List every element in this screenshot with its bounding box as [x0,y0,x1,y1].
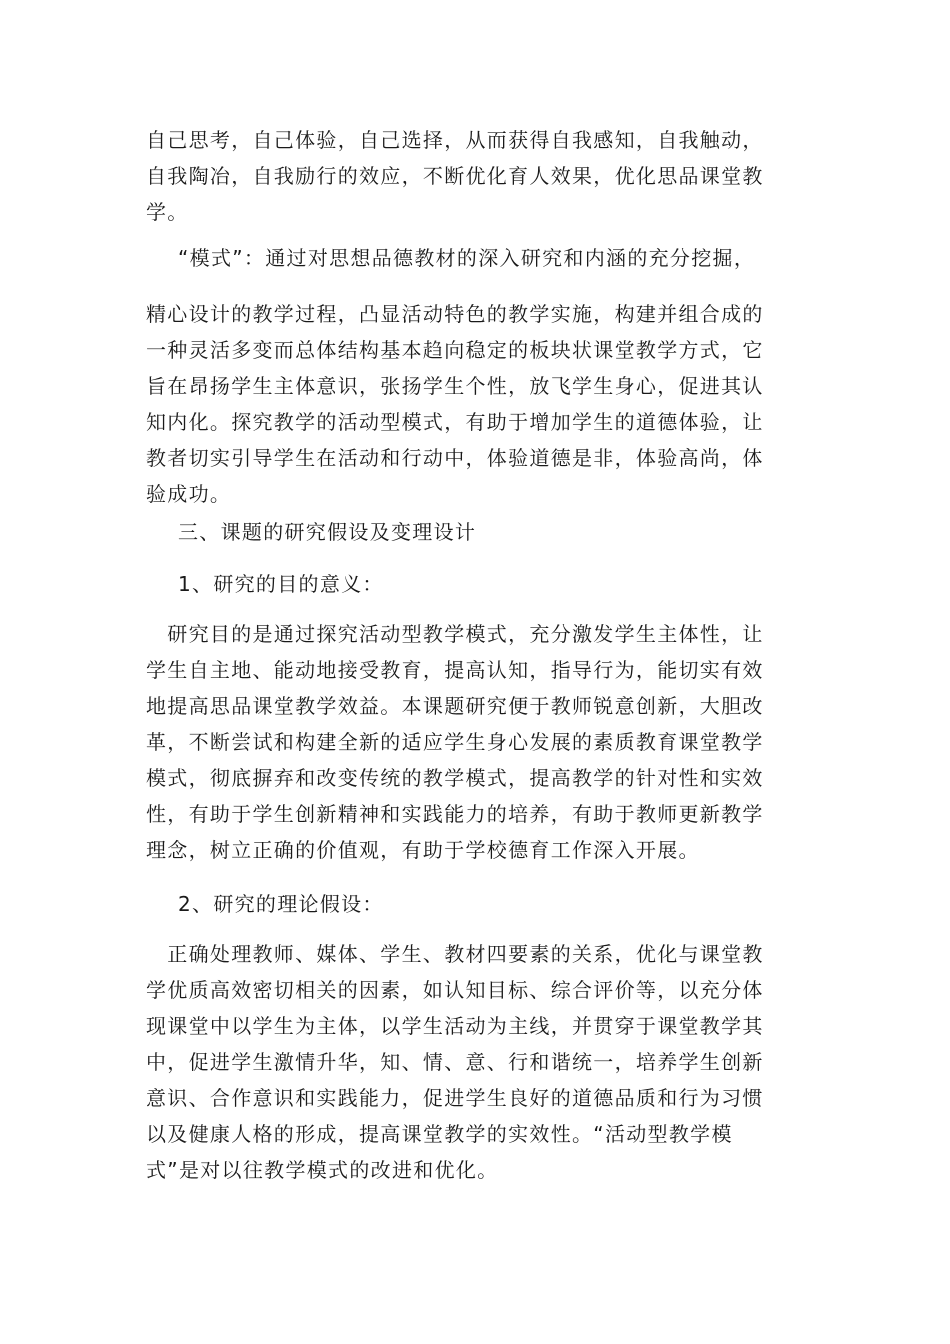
text-line: 验成功。 [146,482,232,506]
text-line: 地提高思品课堂教学效益。本课题研究便于教师锐意创新，大胆改 [146,694,764,718]
text-line: 精心设计的教学过程，凸显活动特色的教学实施，构建并组合成的 [146,302,764,326]
text-line: 性，有助于学生创新精神和实践能力的培养，有助于教师更新教学 [146,802,764,826]
text-line: 理念，树立正确的价值观，有助于学校德育工作深入开展。 [146,838,700,862]
text-line: 以及健康人格的形成，提高课堂教学的实效性。“活动型教学模 [146,1122,733,1146]
text-line: 自我陶冶，自我励行的效应，不断优化育人效果，优化思品课堂教 [146,164,764,188]
paragraph-mode-definition-first-line: “模式”：通过对思想品德教材的深入研究和内涵的充分挖掘， [178,246,756,270]
text-line: 研究目的是通过探究活动型教学模式，充分激发学生主体性，让 [146,622,764,646]
text-line: 正确处理教师、媒体、学生、教材四要素的关系，优化与课堂教 [146,942,764,966]
text-line: 自己思考，自己体验，自己选择，从而获得自我感知，自我触动， [146,128,764,152]
text-line: 意识、合作意识和实践能力，促进学生良好的道德品质和行为习惯 [146,1086,764,1110]
subsection-heading-hypothesis: 2、研究的理论假设： [178,892,384,916]
paragraph-mode-definition [146,296,810,512]
text-line: 教者切实引导学生在活动和行动中，体验道德是非，体验高尚，体 [146,446,764,470]
text-line: 知内化。探究教学的活动型模式，有助于增加学生的道德体验，让 [146,410,764,434]
text-line: 式”是对以往教学模式的改进和优化。 [146,1158,499,1182]
paragraph-research-purpose [146,616,810,868]
text-line: 一种灵活多变而总体结构基本趋向稳定的板块状课堂教学方式，它 [146,338,764,362]
text-line: 中，促进学生激情升华，知、情、意、行和谐统一，培养学生创新 [146,1050,764,1074]
paragraph-self-experience [146,122,810,230]
text-line: 现课堂中以学生为主体，以学生活动为主线，并贯穿于课堂教学其 [146,1014,764,1038]
text-line: 学。 [146,200,189,224]
subsection-heading-purpose: 1、研究的目的意义： [178,572,384,596]
text-line: 学优质高效密切相关的因素，如认知目标、综合评价等，以充分体 [146,978,764,1002]
text-line: 旨在昂扬学生主体意识，张扬学生个性，放飞学生身心，促进其认 [146,374,764,398]
paragraph-theoretical-hypothesis [146,936,810,1188]
text-line: 模式，彻底摒弃和改变传统的教学模式，提高教学的针对性和实效 [146,766,764,790]
text-line: 学生自主地、能动地接受教育，提高认知，指导行为，能切实有效 [146,658,764,682]
text-line: 革，不断尝试和构建全新的适应学生身心发展的素质教育课堂教学 [146,730,764,754]
section-heading-three: 三、课题的研究假设及变理设计 [178,520,477,544]
